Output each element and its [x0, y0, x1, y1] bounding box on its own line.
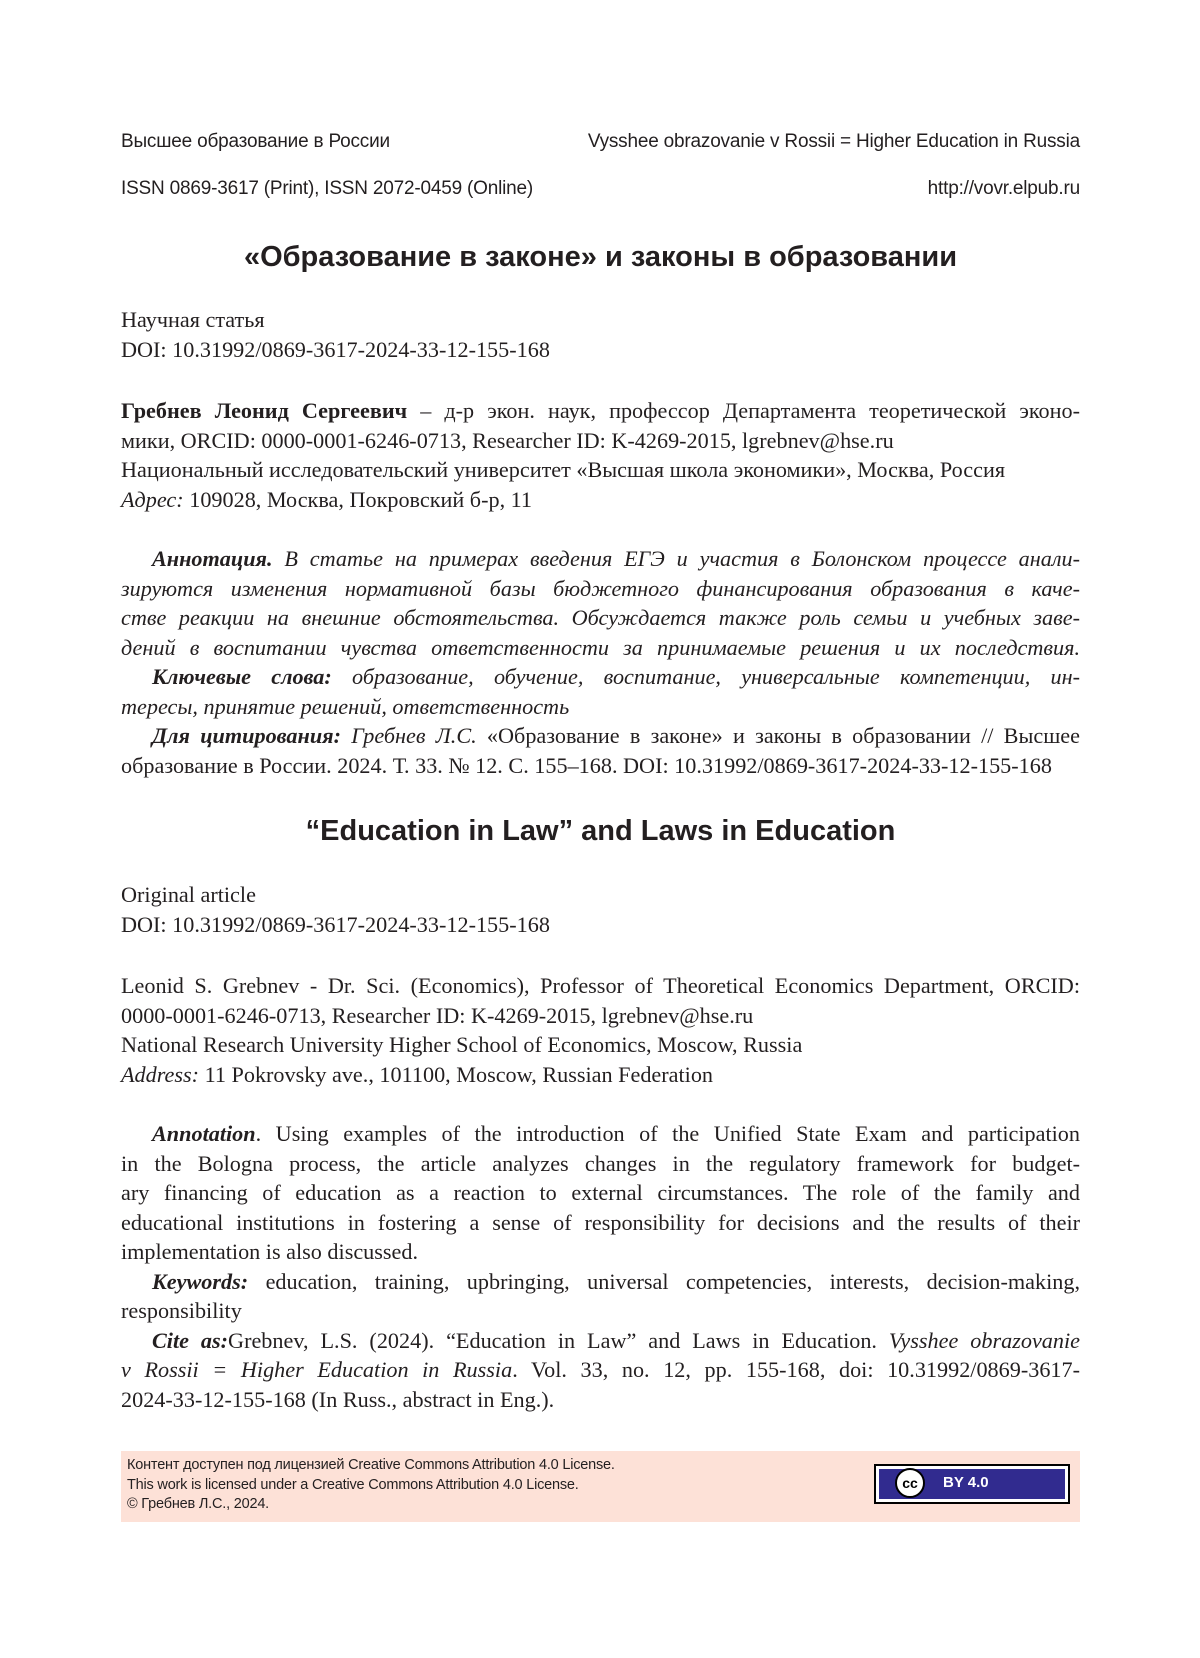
affiliation-en: National Research University Higher School of Economics, Moscow, Russia [121, 1032, 803, 1057]
keywords-label-ru: Ключевые слова: [152, 664, 332, 689]
cite-authors-ru: Гребнев Л.С. [341, 723, 487, 748]
keywords-en-cont: responsibility [121, 1298, 242, 1323]
abstract-line-en: in the Bologna process, the article analyzes changes in the regulatory framework for budget- [121, 1150, 1080, 1176]
author-ids-ru: мики, ORCID: 0000-0001-6246-0713, Researcher ID: K-4269-2015, lgrebnev@hse.ru [121, 427, 894, 453]
abstract-line-ru: зируются изменения нормативной базы бюджетного финансирования образования в каче- [121, 575, 1080, 601]
journal-header [121, 131, 1080, 153]
cc-by-badge[interactable] [874, 1464, 1070, 1504]
author-info-en [121, 971, 1080, 1089]
abstract-en [121, 1119, 1080, 1414]
address-label-en: Address: [121, 1061, 200, 1087]
license-line-ru: Контент доступен под лицензией Creative Commons Attribution 4.0 License. [127, 1457, 615, 1473]
doi-en[interactable]: DOI: 10.31992/0869-3617-2024-33-12-155-168 [121, 911, 550, 937]
journal-title-en: Vysshee obrazovanie v Rossii = Higher Education in Russia [587, 131, 1080, 152]
abstract-line-en: implementation is also discussed. [121, 1239, 419, 1264]
abstract-label-en: Annotation [152, 1121, 256, 1146]
abstract-line-en: educational institutions in fostering a sense of responsibility for decisions and the results of their [121, 1209, 1080, 1235]
cite-label-en: Cite as: [152, 1327, 229, 1353]
cc-icon: cc [895, 1468, 925, 1498]
issn: ISSN 0869-3617 (Print), ISSN 2072-0459 (Online) [121, 178, 533, 199]
article-type-ru: Научная статья [121, 307, 265, 332]
affiliation-ru: Национальный исследовательский университет «Высшая школа экономики», Москва, Россия [121, 457, 1006, 482]
cite-journal-en-cont: v Rossii = Higher Education in Russia [121, 1357, 513, 1382]
author-position-ru: – д-р экон. наук, профессор Департамента теоретической эконо- [407, 398, 1080, 423]
abstract-line-en: ary financing of education as a reaction to external circumstances. The role of the family and [121, 1180, 1080, 1205]
abstract-label-ru: Аннотация. [152, 546, 273, 571]
author-name-ru: Гребнев Леонид Сергеевич [121, 398, 408, 423]
article-meta-ru [121, 305, 1080, 364]
address-ru: 109028, Москва, Покровский б-р, 11 [183, 486, 533, 512]
cite-text-en: Grebnev, L.S. (2024). “Education in Law” and Laws in Education. [228, 1327, 889, 1353]
abstract-ru [121, 544, 1080, 780]
abstract-line-ru: дений в воспитании чувства ответственности за принимаемые решения и их последствия. [121, 634, 1080, 660]
keywords-en: education, training, upbringing, universal competencies, interests, decision-making, [248, 1268, 1080, 1294]
cite-details-en: . Vol. 33, no. 12, pp. 155-168, doi: 10.31992/0869-3617- [512, 1357, 1080, 1382]
cc-badge-label: BY 4.0 [943, 1474, 989, 1491]
address-en: 11 Pokrovsky ave., 101100, Moscow, Russian Federation [199, 1061, 714, 1087]
cite-label-ru: Для цитирования: [152, 723, 341, 748]
copyright: © Гребнев Л.С., 2024. [127, 1496, 270, 1512]
journal-url[interactable]: http://vovr.elpub.ru [927, 178, 1080, 199]
keywords-ru: образование, обучение, воспитание, универсальные компетенции, ин- [331, 664, 1080, 689]
author-ids-en: 0000-0001-6246-0713, Researcher ID: K-4269-2015, lgrebnev@hse.ru [121, 1002, 754, 1028]
abstract-line-ru: В статье на примерах введения ЕГЭ и участия в Болонском процессе анали- [272, 546, 1080, 571]
cite-journal-en: Vysshee obrazovanie [888, 1327, 1080, 1353]
author-position-en: Leonid S. Grebnev - Dr. Sci. (Economics), Professor of Theoretical Economics Department, ORCID: [121, 973, 1080, 998]
author-info-ru [121, 396, 1080, 514]
cc-badge-inner [879, 1469, 1065, 1499]
keywords-ru-cont: тересы, принятие решений, ответственность [121, 693, 570, 719]
license-line-en: This work is licensed under a Creative Commons Attribution 4.0 License. [127, 1476, 579, 1493]
abstract-line-en: . Using examples of the introduction of the Unified State Exam and participation [255, 1121, 1080, 1146]
doi-ru[interactable]: DOI: 10.31992/0869-3617-2024-33-12-155-168 [121, 336, 550, 362]
license-text [127, 1456, 615, 1515]
article-type-en: Original article [121, 882, 256, 907]
cite-doi-en: 2024-33-12-155-168 (In Russ., abstract in Eng.). [121, 1386, 555, 1412]
address-label-ru: Адрес: [121, 486, 184, 512]
keywords-label-en: Keywords: [152, 1268, 249, 1294]
license-box [121, 1451, 1080, 1522]
article-title-en: “Education in Law” and Laws in Education [305, 815, 896, 847]
journal-title-ru: Высшее образование в России [121, 131, 390, 152]
abstract-line-ru: стве реакции на внешние обстоятельства. Обсуждается также роль семьи и учебных заве- [121, 605, 1080, 630]
article-meta-en [121, 880, 1080, 939]
article-title-ru: «Образование в законе» и законы в образовании [243, 241, 958, 273]
issn-header [121, 178, 1080, 200]
cite-text-ru-cont: образование в России. 2024. Т. 33. № 12. С. 155–168. DOI: 10.31992/0869-3617-2024-33-12-155-168 [121, 752, 1052, 778]
cite-text-ru: «Образование в законе» и законы в образовании // Высшее [486, 723, 1080, 748]
